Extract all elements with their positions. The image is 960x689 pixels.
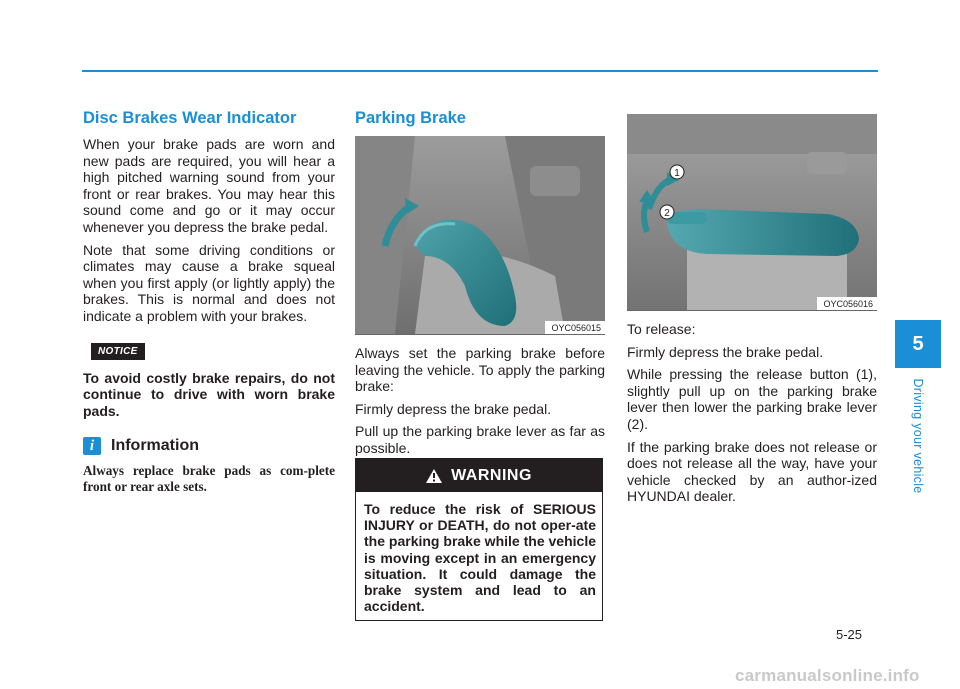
information-icon: i xyxy=(83,437,101,455)
parking-brake-apply-illustration xyxy=(355,136,605,334)
warning-text: To reduce the risk of SERIOUS INJURY or DEATH, do not oper-ate the parking brake while the vehicle is moving except in an emergency situation. It could damage the brake system and lead to an accident. xyxy=(364,501,596,615)
disc-brakes-paragraph-1: When your brake pads are worn and new pads are required, you will hear a high pitched warning sound from your front or rear brakes. You may hear this sound come and go or it may occur whenever you depress the brake pedal. xyxy=(83,136,335,235)
chapter-title: Driving your vehicle xyxy=(911,378,925,494)
information-title: Information xyxy=(111,437,199,455)
parking-brake-paragraph-1: Always set the parking brake before leaving the vehicle. To apply the parking brake: xyxy=(355,345,605,395)
chapter-tab xyxy=(895,320,941,368)
section-heading-disc-brakes: Disc Brakes Wear Indicator xyxy=(83,109,297,127)
release-paragraph-4: If the parking brake does not release or does not release all the way, have your vehicle checked by an author-ized HYUNDAI dealer. xyxy=(627,438,877,505)
top-rule xyxy=(82,70,878,72)
figure-code: OYC056015 xyxy=(545,321,605,334)
callout-2: 2 xyxy=(664,208,670,219)
warning-label: WARNING xyxy=(451,466,532,484)
warning-triangle-icon xyxy=(426,469,442,483)
figure-apply-parking-brake xyxy=(355,136,605,335)
column-parking-brake xyxy=(355,108,605,463)
release-paragraph-2: Firmly depress the brake pedal. xyxy=(627,343,824,360)
page-number: 5-25 xyxy=(836,627,863,642)
notice-badge: NOTICE xyxy=(91,343,145,360)
parking-brake-paragraph-2: Firmly depress the brake pedal. xyxy=(355,400,552,417)
release-paragraph-1: To release: xyxy=(627,321,696,337)
release-paragraph-3: While pressing the release button (1), slightly pull up on the parking brake lever then lower the parking brake lever (2). xyxy=(627,366,877,432)
warning-box xyxy=(355,458,603,621)
chapter-number: 5 xyxy=(912,332,924,355)
information-text: Always replace brake pads as com-plete front or rear axle sets. xyxy=(83,463,335,495)
callout-1: 1 xyxy=(674,168,680,179)
figure-release-parking-brake xyxy=(627,114,877,311)
information-header xyxy=(83,437,335,455)
column-disc-brakes xyxy=(83,108,335,495)
disc-brakes-paragraph-2: Note that some driving conditions or climates may cause a brake squeal when you first apply (or lightly apply) the brakes. This is normal and does not indicate a problem with your brakes. xyxy=(83,241,335,324)
warning-header xyxy=(356,459,602,492)
watermark: carmanualsonline.info xyxy=(735,666,920,685)
parking-brake-paragraph-3: Pull up the parking brake lever as far as possible. xyxy=(355,423,605,456)
notice-text: To avoid costly brake repairs, do not continue to drive with worn brake pads. xyxy=(83,369,335,419)
parking-brake-release-illustration xyxy=(627,114,877,310)
figure-code: OYC056016 xyxy=(817,297,877,310)
column-release xyxy=(627,114,877,511)
section-heading-parking-brake: Parking Brake xyxy=(355,109,466,127)
